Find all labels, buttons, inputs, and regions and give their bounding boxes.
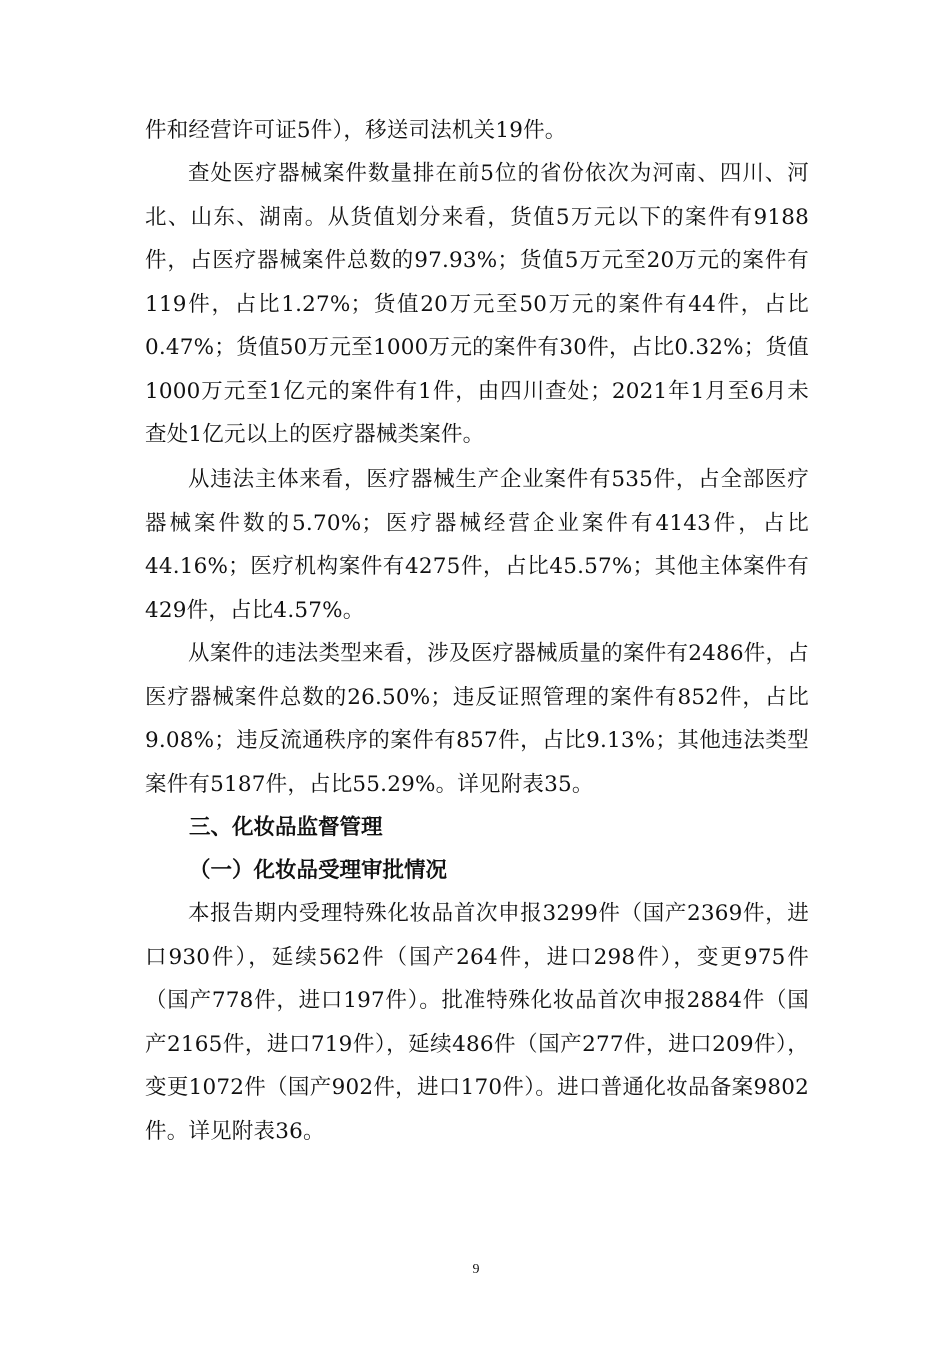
section-heading-cosmetics: 三、化妆品监督管理 [189,815,383,840]
paragraph-violation-type: 从案件的违法类型来看，涉及医疗器械质量的案件有2486件，占医疗器械案件总数的26.50%；违反证照管理的案件有852件，占比9.08%；违反流通秩序的案件有857件，占比9.13%；其他违法类型案件有5187件，占比55.29%。详见附表35。 [145,641,809,797]
paragraph-province-value-breakdown: 查处医疗器械案件数量排在前5位的省份依次为河南、四川、河北、山东、湖南。从货值划分来看，货值5万元以下的案件有9188件，占医疗器械案件总数的97.93%；货值5万元至20万元的案件有119件，占比1.27%；货值20万元至50万元的案件有44件，占比0.47%；货值50万元至1000万元的案件有30件，占比0.32%；货值1000万元至1亿元的案件有1件，由四川查处；2021年1月至6月未查处1亿元以上的医疗器械类案件。 [145,161,809,447]
page-number: 9 [472,1262,480,1277]
subsection-heading-approval: （一）化妆品受理审批情况 [189,858,448,883]
paragraph-cosmetics-approval: 本报告期内受理特殊化妆品首次申报3299件（国产2369件，进口930件），延续562件（国产264件，进口298件），变更975件（国产778件，进口197件）。批准特殊化妆品首次申报2884件（国产2165件，进口719件），延续486件（国产277件，进口209件），变更1072件（国产902件，进口170件）。进口普通化妆品备案9802件。详见附表36。 [145,901,809,1144]
paragraph-violation-subject: 从违法主体来看，医疗器械生产企业案件有535件，占全部医疗器械案件数的5.70%；医疗器械经营企业案件有4143件，占比44.16%；医疗机构案件有4275件，占比45.57%；其他主体案件有429件，占比4.57%。 [145,467,809,623]
paragraph-case-transfer: 件和经营许可证5件），移送司法机关19件。 [145,118,567,143]
